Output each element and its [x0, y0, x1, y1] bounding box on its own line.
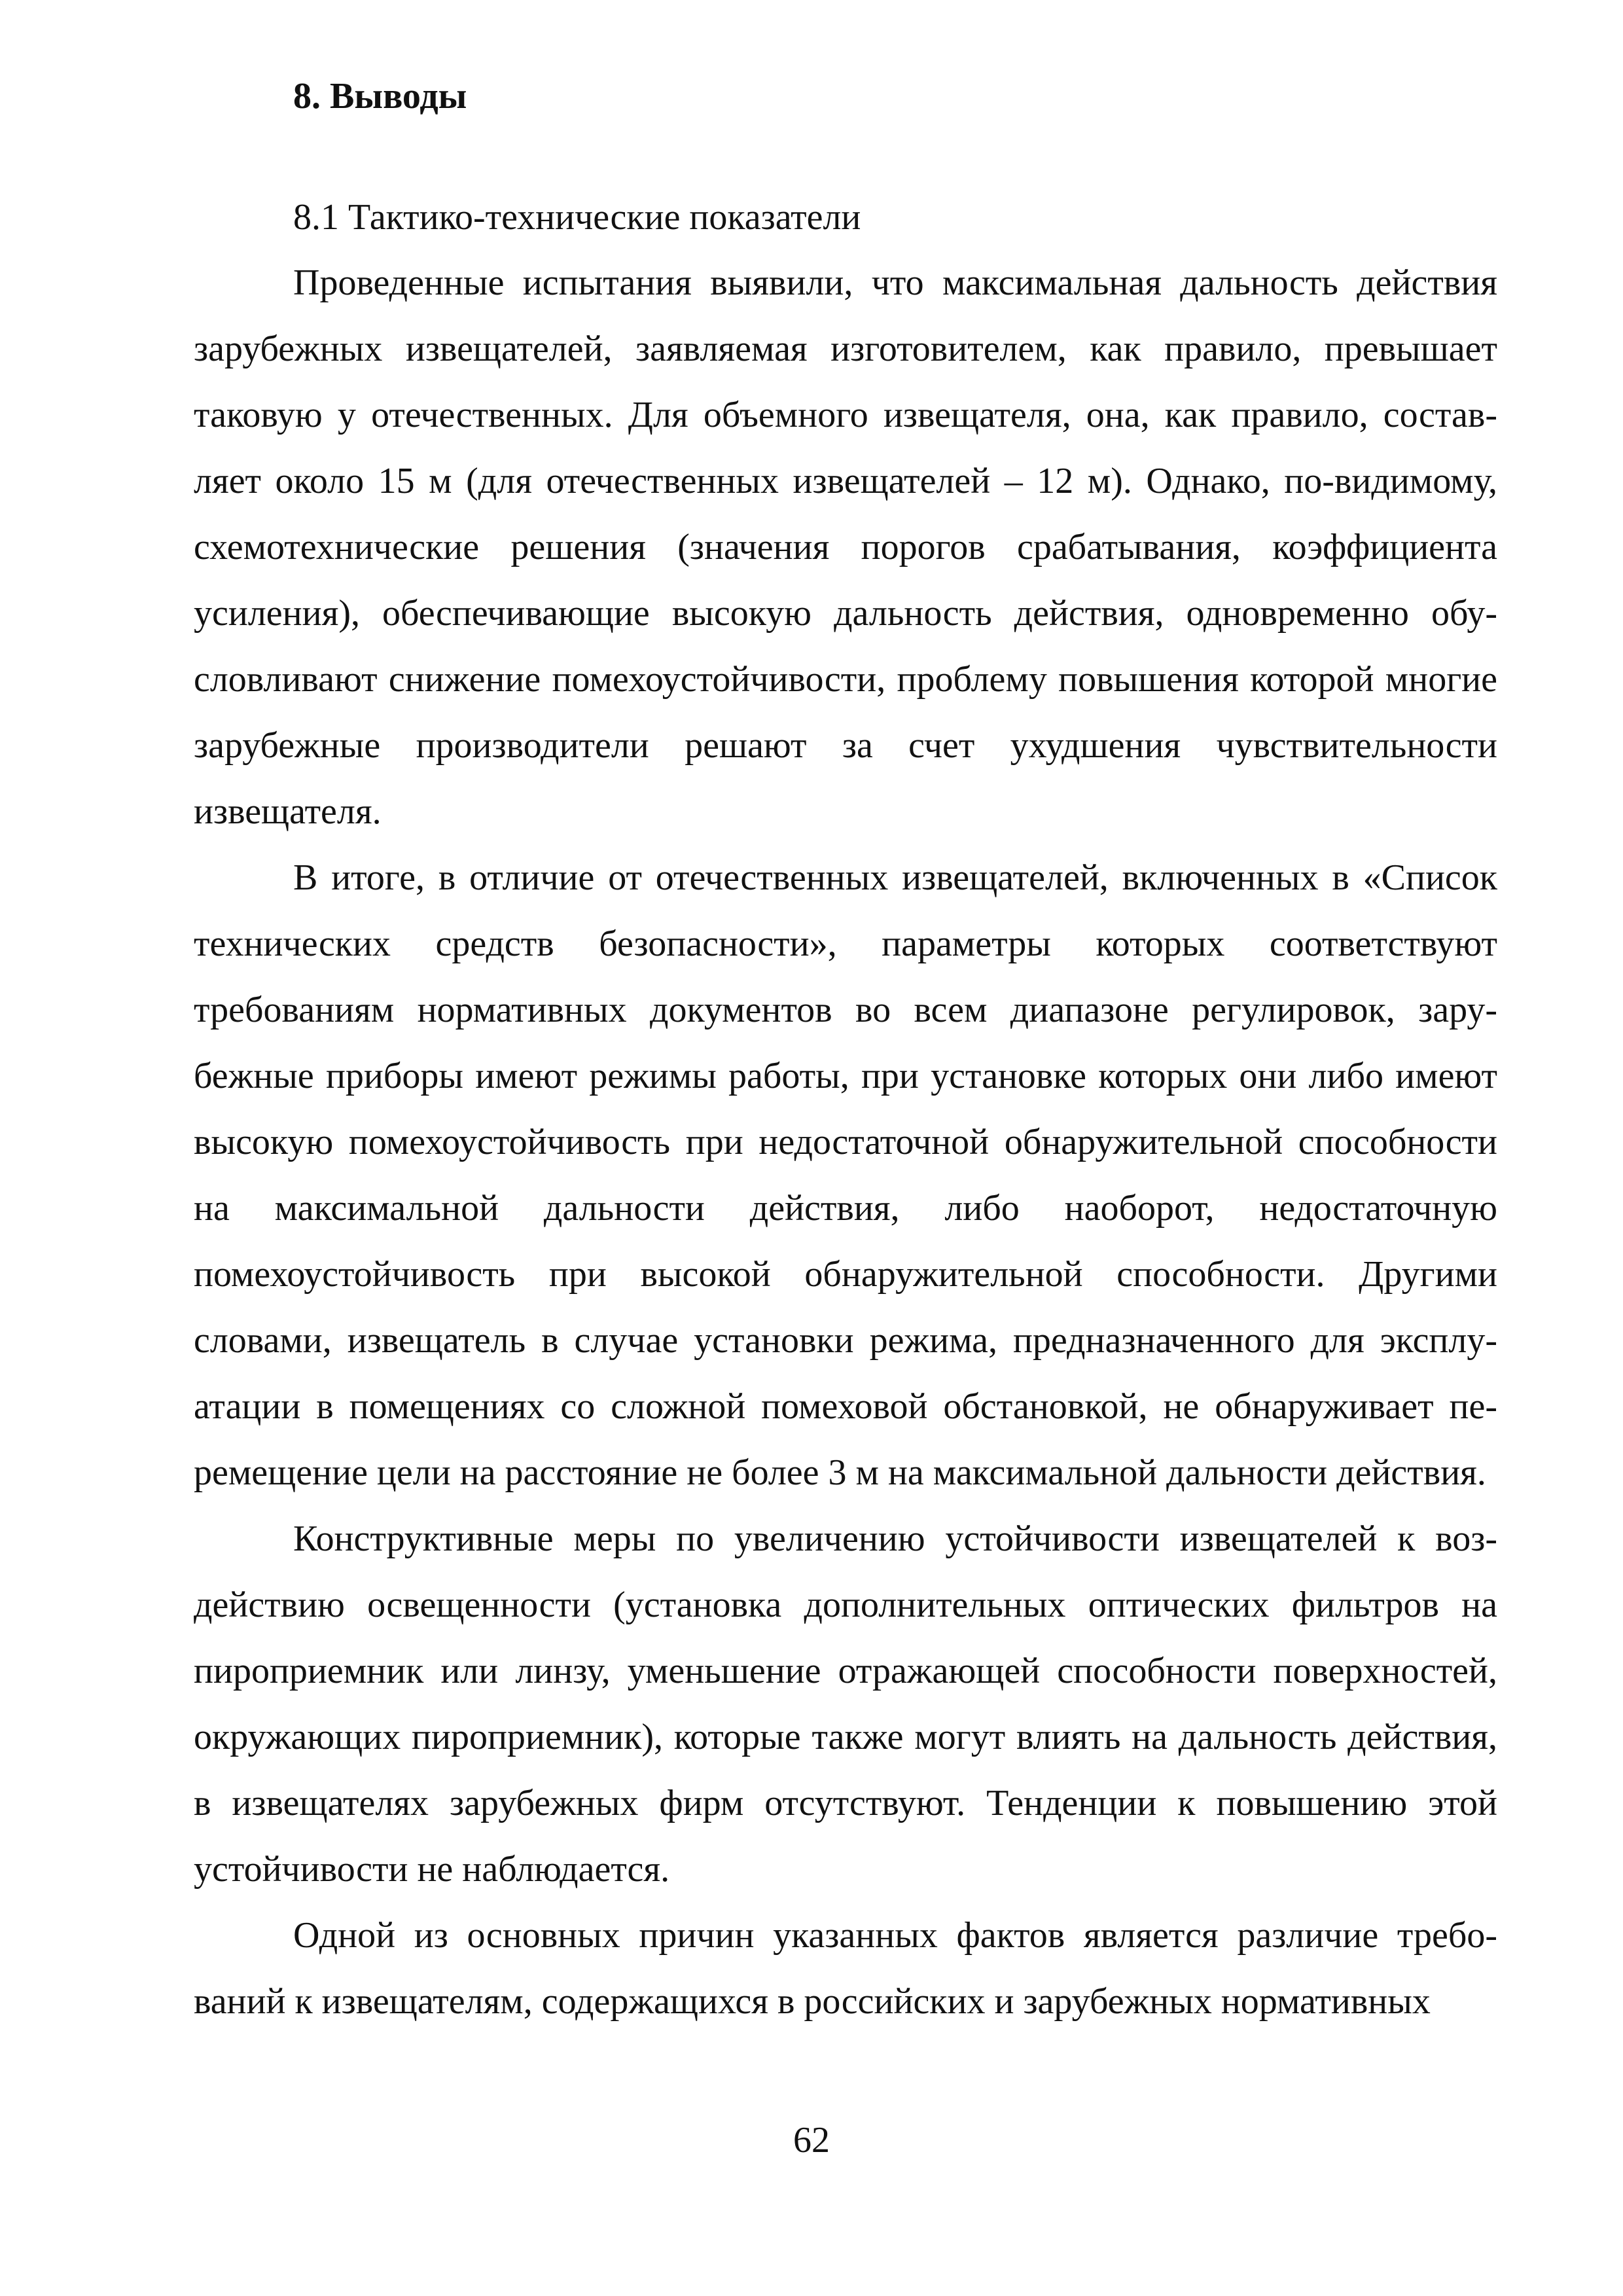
subsection-heading: 8.1 Тактико-технические показатели [293, 197, 861, 238]
page-number: 62 [793, 2120, 830, 2161]
paragraph-design-measures: Конструктивные меры по увеличению устойчивости извещателей к воздействию освещенности (установка дополнительных оптических фильтров на пироприемник или линзу, уменьшение отражающей способности поверхностей, окружающих пироприемник), которые также могут влиять на дальность действия, в извещателях зарубежных фирм отсутствуют. Тенденции к повышению этой устойчивости не наблюдается. [194, 1518, 1497, 1890]
paragraph-operating-modes: В итоге, в отличие от отечественных извещателей, включенных в «Список технических средств безопасности», параметры которых соответствуют требованиям нормативных документов во всем диапазоне регулировок, зарубежные приборы имеют режимы работы, при установке которых они либо имеют высокую помехоустойчивость при недостаточной обнаружительной способности на максимальной дальности действия, либо наоборот, недостаточную помехоустойчивость при высокой обнаружительной способности. Другими словами, извещатель в случае установки режима, предназначенного для эксплуатации в помещениях со сложной помеховой обстановкой, не обнаруживает перемещение цели на расстояние не более 3 м на максимальной дальности действия. [194, 857, 1497, 1493]
paragraph-test-results: Проведенные испытания выявили, что максимальная дальность действия зарубежных извещателей, заявляемая изготовителем, как правило, превышает таковую у отечественных. Для объемного извещателя, она, как правило, составляет около 15 м (для отечественных извещателей – 12 м). Однако, по-видимому, схемотехнические решения (значения порогов срабатывания, коэффициента усиления), обеспечивающие высокую дальность действия, одновременно обусловливают снижение помехоустойчивости, проблему повышения которой многие зарубежные производители решают за счет ухудшения чувствительности извещателя. [194, 262, 1497, 832]
section-heading: 8. Выводы [293, 76, 467, 117]
page-content [194, 60, 1497, 2035]
paragraph-main-reason: Одной из основных причин указанных фактов является различие требований к извещателям, содержащихся в российских и зарубежных нормативных [194, 1915, 1497, 2022]
